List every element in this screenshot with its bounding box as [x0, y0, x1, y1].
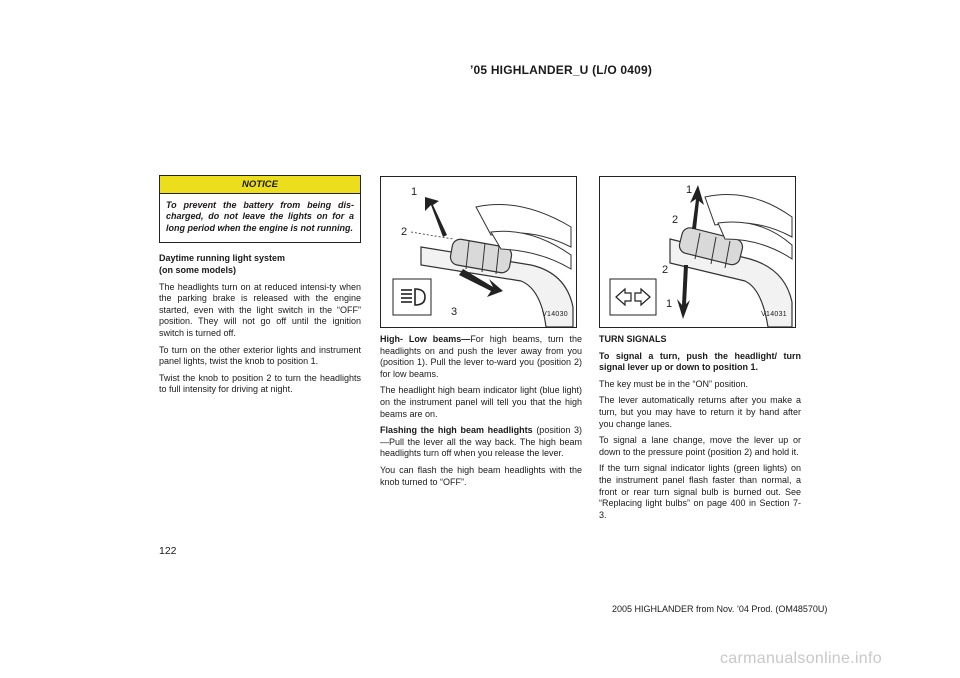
headlight-lever-illustration [381, 177, 576, 327]
high-low-beams-lead: High- Low beams— [380, 334, 471, 344]
notice-title: NOTICE [160, 176, 360, 194]
column-middle [380, 176, 582, 488]
turn-signals-lead: To signal a turn, push the headlight/ turn signal lever up or down to position 1. [599, 350, 801, 373]
page-number: 122 [159, 545, 177, 557]
paragraph: The lever automatically returns after you make a turn, but you may have to return it by hand after you change lanes. [599, 395, 801, 429]
column-left [159, 175, 361, 396]
figure-label-1: 1 [411, 186, 418, 198]
paragraph: Twist the knob to position 2 to turn the headlights to full intensity for driving at night. [159, 372, 361, 395]
paragraph: The key must be in the “ON” position. [599, 378, 749, 389]
paragraph: To signal a lane change, move the lever up or down to the pressure point (position 2) and hold it. [599, 435, 801, 457]
figure-label-3: 3 [451, 306, 458, 318]
figure-code: V14031 [761, 311, 787, 319]
headlight-lever-figure [380, 176, 577, 328]
high-low-beams-paragraph [380, 334, 582, 380]
flashing-paragraph [380, 425, 582, 460]
paragraph: The headlights turn on at reduced intensi-ty when the parking brake is released with the engine started, even with the light switch in the “OFF” position. They will not go off until the ignition switch is turned off. [159, 281, 361, 338]
page-header: ’05 HIGHLANDER_U (L/O 0409) [470, 63, 653, 77]
flashing-lead: Flashing the high beam headlights [380, 425, 533, 436]
notice-body: To prevent the battery from being dis-charged, do not leave the lights on for a long period when the engine is not running. [166, 199, 354, 233]
column-right [599, 176, 801, 521]
flashing-text: (position 3)—Pull the lever all the way back. The high beam headlights turn off when you release the lever. [380, 425, 582, 459]
figure-label-2: 2 [401, 226, 408, 238]
daytime-running-heading [159, 253, 361, 276]
turn-signal-figure [599, 176, 796, 328]
daytime-running-heading-line1: Daytime running light system [159, 253, 286, 264]
watermark: carmanualsonline.info [720, 650, 882, 667]
paragraph: To turn on the other exterior lights and instrument panel lights, twist the knob to position 1. [159, 344, 361, 367]
daytime-running-heading-line2: (on some models) [159, 264, 237, 275]
high-low-beams-text: For high beams, turn the headlights on and push the lever away from you (position 1). Pull the lever to-ward you (position 2) for low beams. [380, 334, 582, 379]
turn-signal-illustration [600, 177, 795, 327]
page-footer: 2005 HIGHLANDER from Nov. ’04 Prod. (OM48570U) [612, 604, 828, 614]
turn-signals-heading: TURN SIGNALS [599, 334, 667, 344]
notice-box [159, 175, 361, 243]
figure-label-2-bottom: 2 [662, 264, 669, 276]
paragraph: You can flash the high beam headlights with the knob turned to “OFF”. [380, 464, 582, 487]
figure-label-2-top: 2 [672, 214, 679, 226]
paragraph: The headlight high beam indicator light (blue light) on the instrument panel will tell you that the high beams are on. [380, 385, 582, 419]
paragraph: If the turn signal indicator lights (green lights) on the instrument panel flash faster than normal, a front or rear turn signal bulb is burned out. See “Replacing light bulbs” on page 400 in Section 7- 3. [599, 463, 801, 520]
figure-label-1-top: 1 [686, 184, 693, 196]
figure-code: V14030 [542, 311, 568, 319]
figure-label-1-bottom: 1 [666, 298, 673, 310]
